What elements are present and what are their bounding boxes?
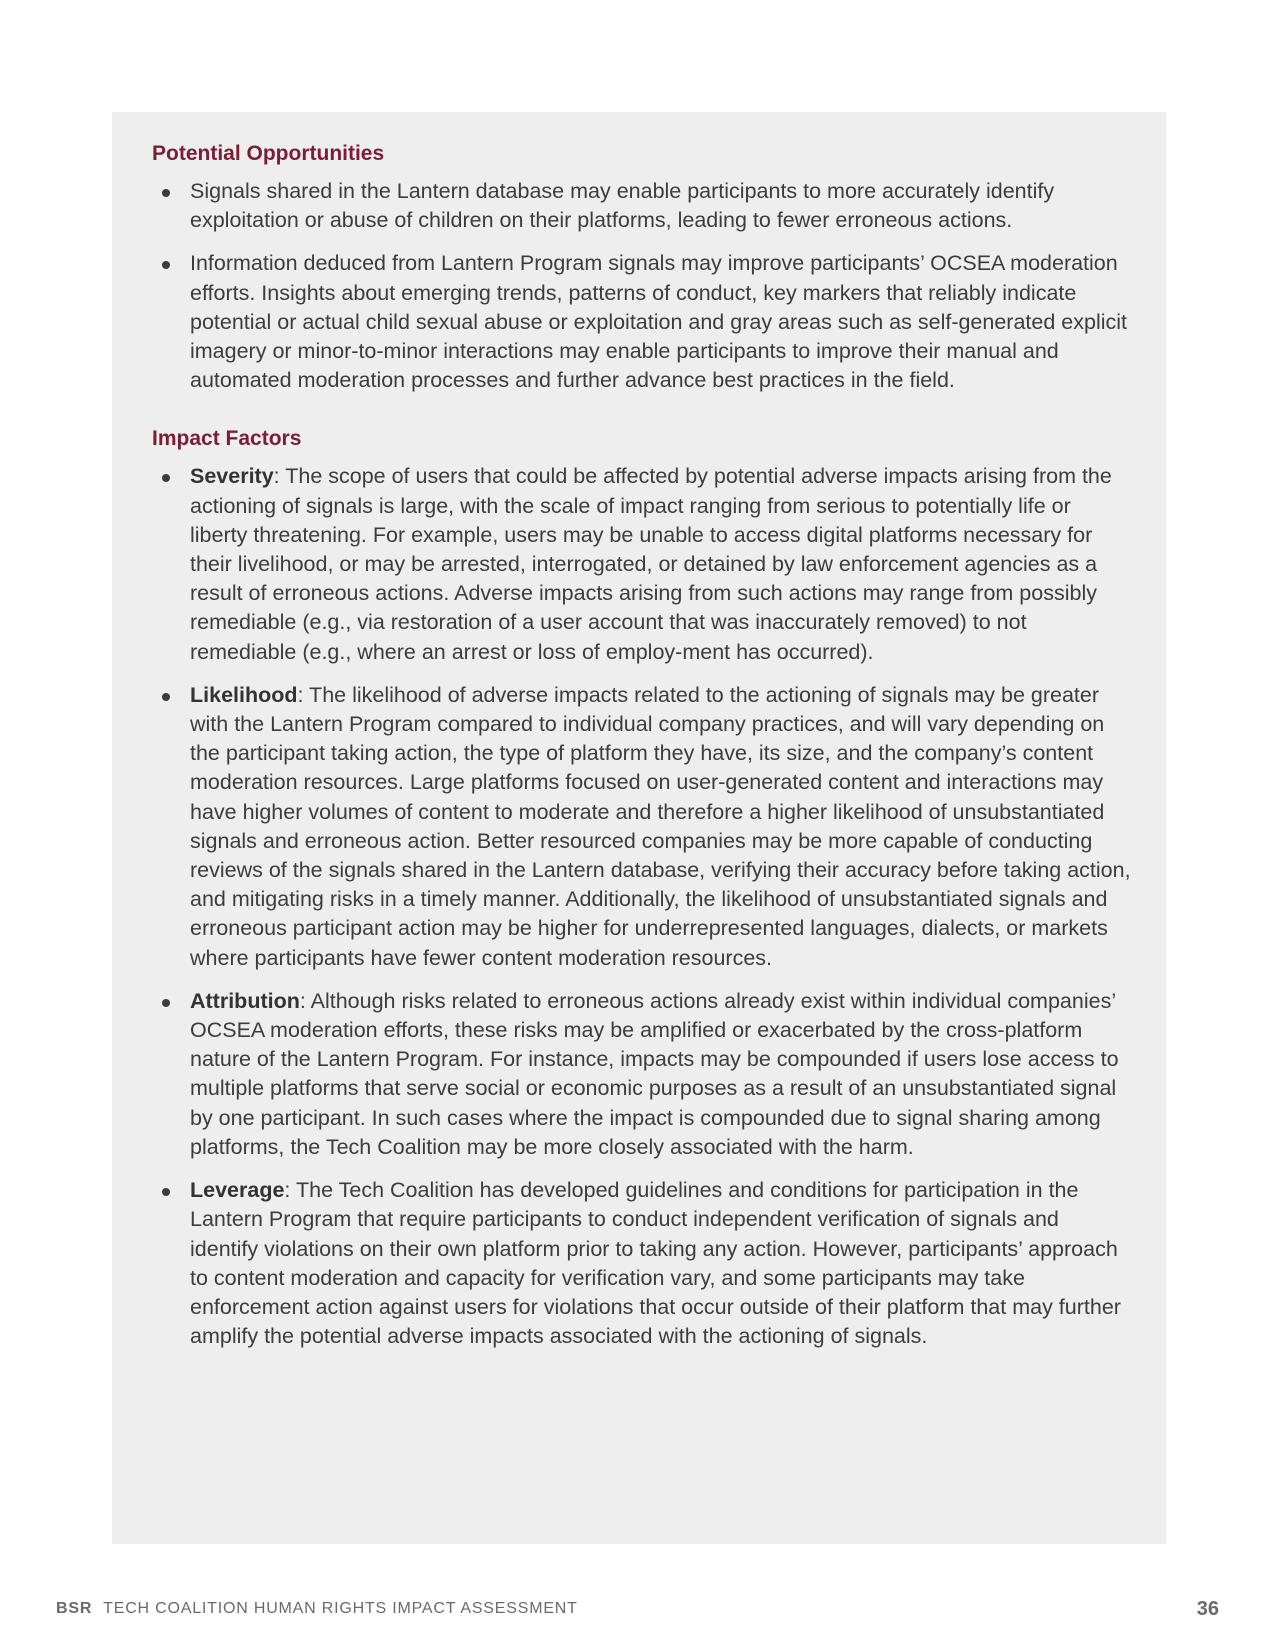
footer-title: TECH COALITION HUMAN RIGHTS IMPACT ASSESSMENT — [103, 1600, 578, 1617]
opportunities-list — [152, 177, 1132, 395]
list-item-text: Information deduced from Lantern Program signals may improve participants’ OCSEA moderation efforts. Insights about emerging trends, patterns of conduct, key markers that reliably indicate potential or actual child sexual abuse or exploitation and gray areas such as self-generated explicit imagery or minor-to-minor interactions may enable participants to improve their manual and automated moderation processes and further advance best practices in the field. — [190, 251, 1128, 393]
page-number: 36 — [1196, 1598, 1219, 1620]
list-item-text: : The scope of users that could be affected by potential adverse impacts arising from the actioning of signals is large, with the scale of impact ranging from serious to potentially life or liberty threatening. For example, users may be unable to access digital platforms necessary for their livelihood, or may be arrested, interrogated, or detained by law enforcement agencies as a result of erroneous actions. Adverse impacts arising from such actions may range from possibly remediable (e.g., via restoration of a user account that was inaccurately removed) to not remediable (e.g., where an arrest or loss of employ-ment has occurred). — [190, 464, 1112, 664]
bullet-icon — [162, 261, 170, 269]
bullet-icon — [162, 693, 170, 701]
list-item — [152, 249, 1132, 395]
list-item-text: : The likelihood of adverse impacts related to the actioning of signals may be greater with the Lantern Program compared to individual company practices, and will vary depending on the participant taking action, the type of platform they have, its size, and the company’s content moderation resources. Large platforms focused on user-generated content and interactions may have higher volumes of content to moderate and therefore a higher likelihood of unsubstantiated signals and erroneous action. Better resourced companies may be more capable of conducting reviews of the signals shared in the Lantern database, verifying their accuracy before taking action, and mitigating risks in a timely manner. Additionally, the likelihood of unsubstantiated signals and erroneous participant action may be higher for underrepresented languages, dialects, or markets where participants have fewer content moderation resources. — [190, 682, 1131, 970]
list-item-text: Signals shared in the Lantern database may enable participants to more accurately identify exploitation or abuse of children on their platforms, leading to fewer erroneous actions. — [190, 179, 1055, 233]
list-item-text: : Although risks related to erroneous actions already exist within individual companies’ OCSEA moderation efforts, these risks may be amplified or exacerbated by the cross-platform nature of the Lantern Program. For instance, impacts may be compounded if users lose access to multiple platforms that serve social or economic purposes as a result of an unsubstantiated signal by one participant. In such cases where the impact is compounded due to signal sharing among platforms, the Tech Coalition may be more closely associated with the harm. — [190, 988, 1119, 1159]
footer-brand: BSR — [56, 1600, 93, 1617]
list-item-likelihood — [152, 681, 1132, 973]
bullet-icon — [162, 1188, 170, 1196]
content-panel — [112, 112, 1166, 1544]
term-severity: Severity — [190, 464, 274, 489]
page-footer — [56, 1598, 1219, 1622]
bullet-icon — [162, 474, 170, 482]
bullet-icon — [162, 189, 170, 197]
term-likelihood: Likelihood — [190, 682, 298, 707]
term-leverage: Leverage — [190, 1178, 285, 1203]
list-item-attribution — [152, 987, 1132, 1162]
bullet-icon — [162, 999, 170, 1007]
term-attribution: Attribution — [190, 988, 300, 1013]
list-item-severity — [152, 462, 1132, 666]
list-item — [152, 177, 1132, 235]
section-heading-impact-factors: Impact Factors — [152, 427, 302, 451]
list-item-leverage — [152, 1176, 1132, 1351]
impact-factors-list — [152, 462, 1132, 1351]
footer-title-block — [56, 1600, 578, 1618]
section-heading-potential-opportunities: Potential Opportunities — [152, 142, 385, 165]
list-item-text: : The Tech Coalition has developed guidelines and conditions for participation in the Lantern Program that require participants to conduct independent verification of signals and identify violations on their own platform prior to taking any action. However, participants’ approach to content moderation and capacity for verification vary, and some participants may take enforcement action against users for violations that occur outside of their platform that may further amplify the potential adverse impacts associated with the actioning of signals. — [190, 1178, 1121, 1349]
